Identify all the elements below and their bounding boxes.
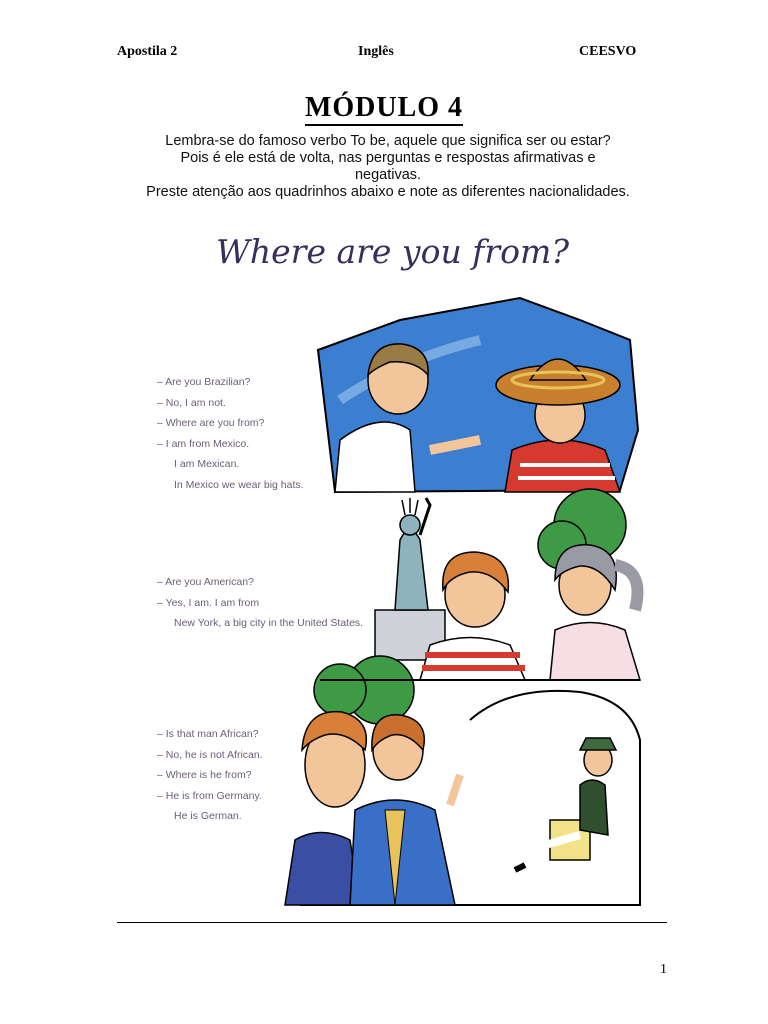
module-title: MÓDULO 4 [0,92,768,124]
dialog-line: – I am from Mexico. [157,437,250,450]
intro-line: Pois é ele está de volta, nas perguntas e respostas afirmativas e [180,150,596,166]
dialog-line: – No, I am not. [157,396,226,409]
dialog-line: – Are you American? [157,576,254,588]
girl-figure [550,545,640,680]
dialog-line: – Where are you from? [157,417,265,429]
dialog-line: He is German. [174,810,242,822]
header-left: Apostila 2 [117,44,178,59]
intro-line: Lembra-se do famoso verbo To be, aquele que significa ser ou estar? [165,133,611,149]
dialog-line: – Is that man African? [157,728,259,740]
comic-illustration [280,280,660,920]
dialog-line: New York, a big city in the United States. [174,617,364,629]
dialog-line: – No, he is not African. [157,748,263,761]
intro-text [118,133,658,201]
dialog-line: In Mexico we wear big hats. [174,478,304,491]
page-header [0,44,768,64]
dialog-line: – Are you Brazilian? [157,376,251,388]
comic-title: Where are you from? [215,232,570,271]
header-right: CEESVO [579,44,637,59]
dialog-line: – Where is he from? [157,769,252,781]
intro-line: Preste atenção aos quadrinhos abaixo e note as diferentes nacionalidades. [146,184,630,200]
header-center: Inglês [358,44,394,59]
german-man-figure [515,738,616,870]
dialog-germany [157,724,263,827]
dialog-line: I am Mexican. [174,458,240,470]
statue-of-liberty [375,498,445,660]
page-number: 1 [660,962,667,977]
dialog-line: – Yes, I am. I am from [157,596,260,609]
dialog-line: – He is from Germany. [157,789,262,802]
footer-rule [117,922,667,923]
intro-line: negativas. [354,167,422,183]
